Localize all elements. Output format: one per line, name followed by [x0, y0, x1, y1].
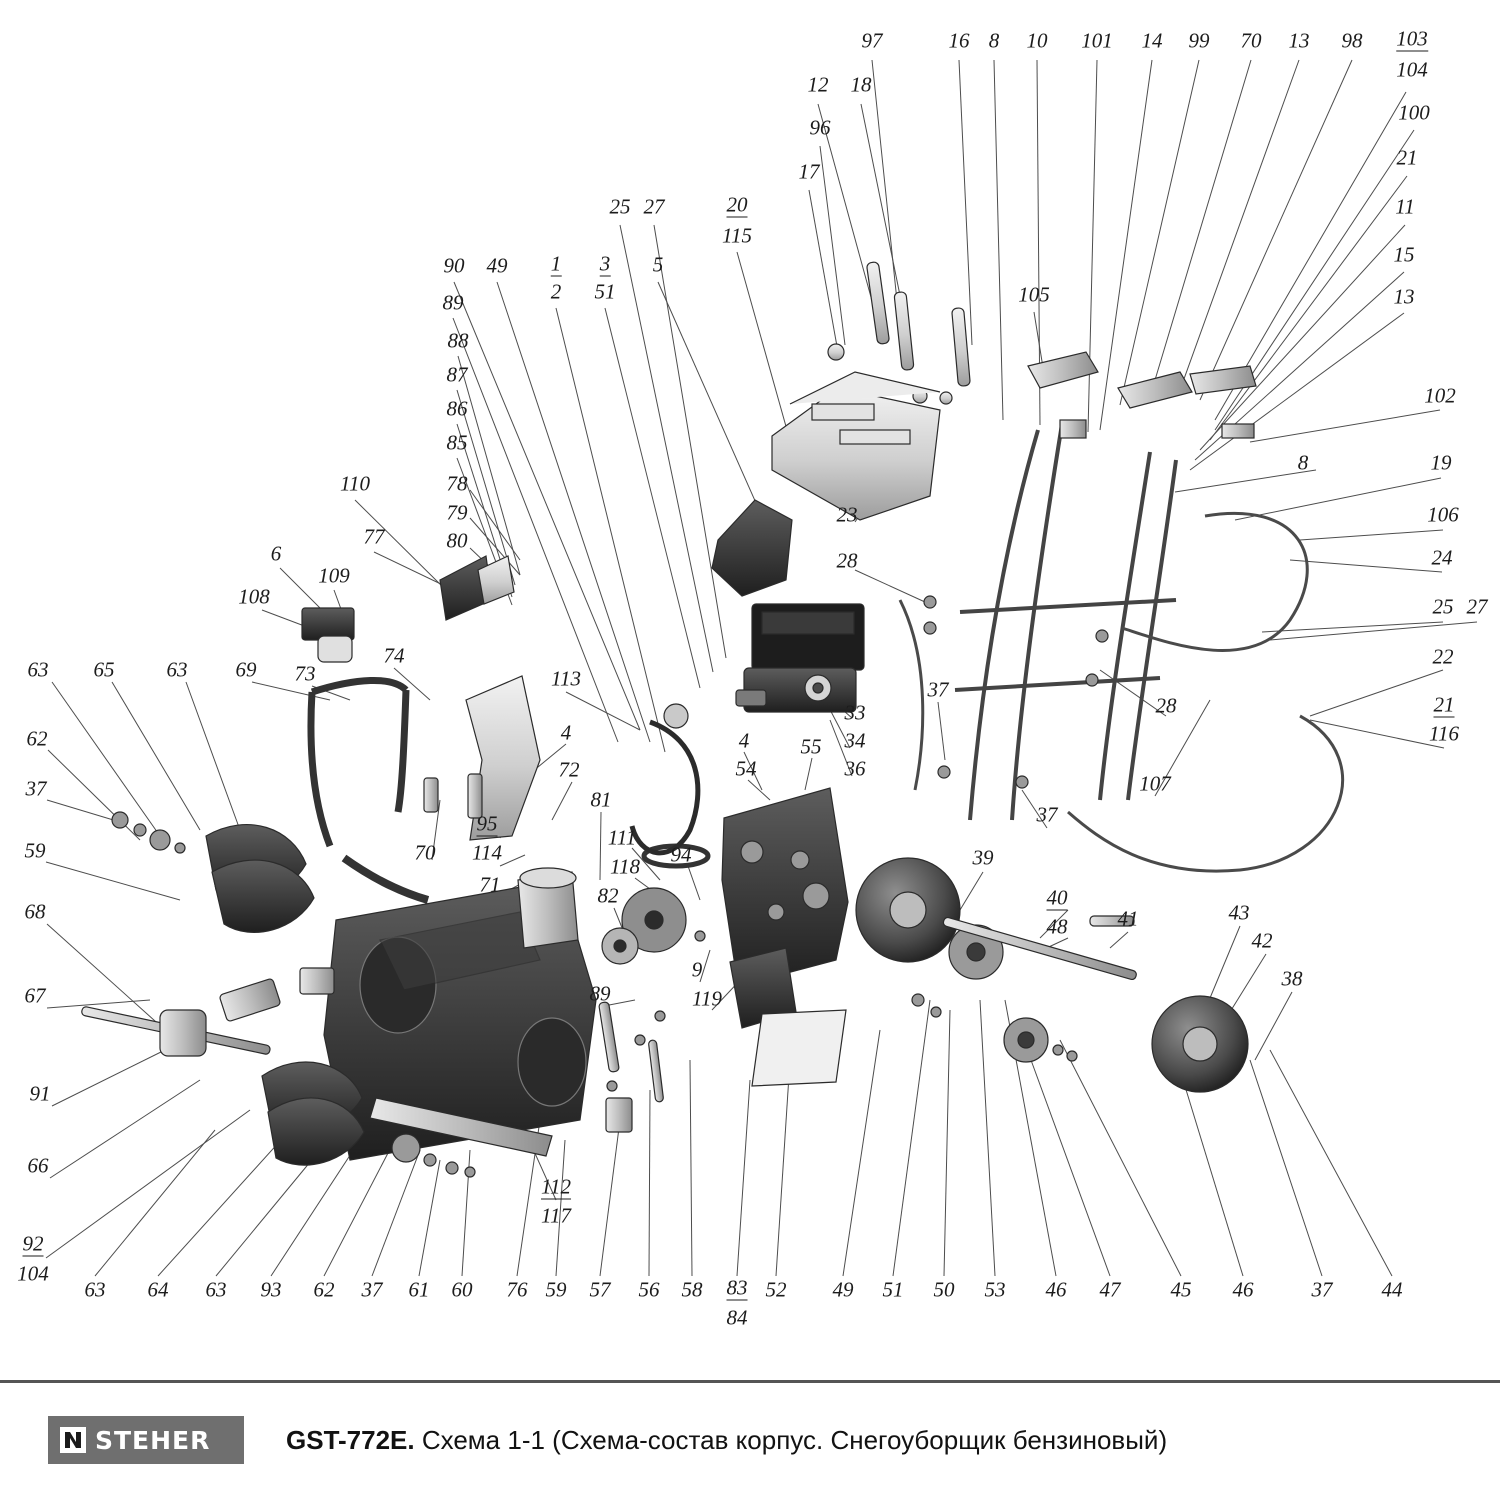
- callout-number: 23: [836, 502, 858, 527]
- callout-number: 81: [590, 787, 612, 812]
- callout-number: 63: [205, 1277, 227, 1302]
- callout-number: 116: [1429, 721, 1459, 746]
- brand-name: STEHER: [95, 1425, 211, 1455]
- callout-number: 1: [550, 251, 562, 276]
- callout-number: 117: [541, 1203, 571, 1228]
- callout-number: 27: [643, 194, 665, 219]
- callout-number: 10: [1026, 28, 1048, 53]
- callout-number: 54: [735, 756, 757, 781]
- callout-number: 33: [844, 700, 866, 725]
- callout-number: 65: [93, 657, 115, 682]
- callout-number: 73: [294, 661, 316, 686]
- callout-number: 18: [850, 72, 872, 97]
- callout-number: 89: [442, 290, 464, 315]
- callout-number: 82: [597, 883, 619, 908]
- callout-number: 98: [1341, 28, 1363, 53]
- callout-number: 28: [1155, 693, 1177, 718]
- callout-number: 57: [589, 1277, 611, 1302]
- callout-number: 64: [147, 1277, 169, 1302]
- callout-number: 80: [446, 528, 468, 553]
- callout-number: 118: [610, 854, 640, 879]
- callout-number: 77: [363, 524, 385, 549]
- callout-number: 34: [844, 728, 866, 753]
- callout-number: 5: [652, 252, 664, 277]
- callout-number: 28: [836, 548, 858, 573]
- callout-number: 2: [550, 279, 562, 304]
- callout-number: 6: [270, 541, 282, 566]
- callout-number: 112: [541, 1174, 571, 1199]
- callout-number: 63: [84, 1277, 106, 1302]
- callout-number: 51: [882, 1277, 904, 1302]
- callout-number: 47: [1099, 1277, 1121, 1302]
- callout-number: 22: [1432, 644, 1454, 669]
- callout-number: 78: [446, 471, 468, 496]
- callout-number: 60: [451, 1277, 473, 1302]
- callout-number: 53: [984, 1277, 1006, 1302]
- callout-number: 15: [1393, 242, 1415, 267]
- callout-number: 74: [383, 643, 405, 668]
- callout-number: 51: [594, 279, 616, 304]
- callout-number: 13: [1393, 284, 1415, 309]
- callout-number: 50: [933, 1277, 955, 1302]
- callout-number: 37: [1036, 802, 1058, 827]
- callout-number: 59: [545, 1277, 567, 1302]
- callout-number: 84: [726, 1305, 748, 1330]
- callout-number: 88: [447, 328, 469, 353]
- callout-number: 100: [1398, 100, 1430, 125]
- callout-number: 79: [446, 500, 468, 525]
- callout-number: 17: [798, 159, 820, 184]
- callout-number: 46: [1232, 1277, 1254, 1302]
- callout-number: 58: [681, 1277, 703, 1302]
- callout-number: 111: [607, 825, 637, 850]
- callout-number: 37: [1311, 1277, 1333, 1302]
- callout-number: 39: [972, 845, 994, 870]
- callout-number: 119: [692, 986, 722, 1011]
- callout-number: 44: [1381, 1277, 1403, 1302]
- callout-number: 52: [765, 1277, 787, 1302]
- callout-number: 61: [408, 1277, 430, 1302]
- callout-number: 101: [1081, 28, 1113, 53]
- callout-number: 8: [988, 28, 1000, 53]
- callout-number: 67: [24, 983, 46, 1008]
- callout-number: 69: [235, 657, 257, 682]
- callout-number: 36: [844, 756, 866, 781]
- callout-number: 4: [560, 720, 572, 745]
- callout-number: 107: [1139, 771, 1171, 796]
- steher-logo-icon: [60, 1427, 86, 1453]
- callout-number: 90: [443, 253, 465, 278]
- callout-number: 56: [638, 1277, 660, 1302]
- callout-number: 102: [1424, 383, 1456, 408]
- callout-number: 62: [313, 1277, 335, 1302]
- callout-number: 37: [927, 677, 949, 702]
- callout-number: 16: [948, 28, 970, 53]
- callout-number: 49: [832, 1277, 854, 1302]
- callout-number: 92: [22, 1231, 44, 1256]
- callout-number: 103: [1396, 26, 1428, 51]
- callout-number: 72: [558, 757, 580, 782]
- callout-number: 76: [506, 1277, 528, 1302]
- callout-number: 93: [260, 1277, 282, 1302]
- callout-number: 14: [1141, 28, 1163, 53]
- callout-number: 24: [1431, 545, 1453, 570]
- callout-number: 40: [1046, 885, 1068, 910]
- callout-number: 62: [26, 726, 48, 751]
- callout-number: 70: [414, 840, 436, 865]
- callout-number: 49: [486, 253, 508, 278]
- callout-number: 83: [726, 1275, 748, 1300]
- callout-number: 68: [24, 899, 46, 924]
- diagram-caption: [286, 1425, 1167, 1456]
- callout-number: 3: [599, 251, 611, 276]
- callout-number: 59: [24, 838, 46, 863]
- callout-number: 114: [472, 840, 502, 865]
- brand-badge: [48, 1416, 244, 1464]
- callout-number: 25: [609, 194, 631, 219]
- callout-number: 110: [340, 471, 370, 496]
- diagram-footer: [0, 1380, 1500, 1500]
- callout-number: 109: [318, 563, 350, 588]
- callout-number: 108: [238, 584, 270, 609]
- callout-number: 104: [17, 1261, 49, 1286]
- callout-number: 97: [861, 28, 883, 53]
- callout-number: 95: [476, 811, 498, 836]
- callout-number: 42: [1251, 928, 1273, 953]
- callout-number: 41: [1117, 906, 1139, 931]
- callout-number: 25: [1432, 594, 1454, 619]
- callout-number: 4: [738, 728, 750, 753]
- callout-number: 85: [446, 430, 468, 455]
- callout-number: 91: [29, 1081, 51, 1106]
- callout-number: 27: [1466, 594, 1488, 619]
- diagram-description: Схема 1-1 (Схема-состав корпус. Снегоуборщик бензиновый): [421, 1424, 1168, 1455]
- callout-number: 38: [1281, 966, 1303, 991]
- callout-number: 87: [446, 362, 468, 387]
- callout-number: 70: [1240, 28, 1262, 53]
- callout-number: 46: [1045, 1277, 1067, 1302]
- callout-number: 20: [726, 192, 748, 217]
- callout-number: 43: [1228, 900, 1250, 925]
- callout-number: 9: [691, 957, 703, 982]
- callout-number: 96: [809, 115, 831, 140]
- callout-number: 115: [722, 223, 752, 248]
- callout-number: 12: [807, 72, 829, 97]
- callout-number: 105: [1018, 282, 1050, 307]
- callout-number: 21: [1433, 692, 1455, 717]
- model-number: GST-772E.: [286, 1424, 415, 1455]
- callout-number: 11: [1395, 194, 1415, 219]
- callout-number: 66: [27, 1153, 49, 1178]
- callout-number: 19: [1430, 450, 1452, 475]
- callout-number: 71: [479, 872, 501, 897]
- callout-number: 89: [589, 981, 611, 1006]
- callout-number: 86: [446, 396, 468, 421]
- callout-number: 94: [670, 842, 692, 867]
- callout-number: 104: [1396, 57, 1428, 82]
- callout-number: 8: [1297, 450, 1309, 475]
- callout-number: 113: [551, 666, 581, 691]
- callout-number: 63: [166, 657, 188, 682]
- callout-number: 37: [361, 1277, 383, 1302]
- callout-number: 45: [1170, 1277, 1192, 1302]
- callout-number: 63: [27, 657, 49, 682]
- callout-number: 48: [1046, 914, 1068, 939]
- callout-number: 99: [1188, 28, 1210, 53]
- callout-number: 106: [1427, 502, 1459, 527]
- callout-number: 13: [1288, 28, 1310, 53]
- callout-number: 55: [800, 734, 822, 759]
- callout-number: 37: [25, 776, 47, 801]
- callout-number: 21: [1396, 145, 1418, 170]
